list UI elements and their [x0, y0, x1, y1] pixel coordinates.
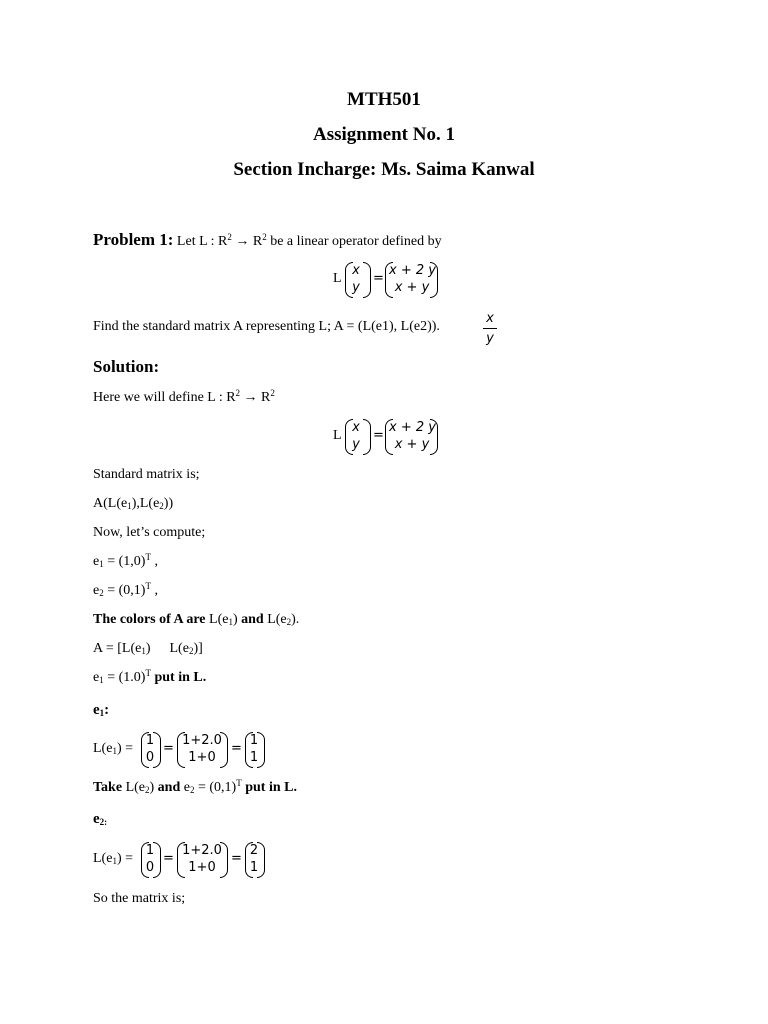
- take-e2-line: Take $L(e_2)$ and $e_2 = (0,1)^T$ put in L.: [93, 778, 297, 795]
- a-equals: $A = [L(e_1)$ $L(e_2)$]: [93, 641, 203, 656]
- map-equation-repeat: L x y = x + 2 y x + y: [333, 419, 443, 455]
- problem-label: Problem 1:: [93, 230, 174, 249]
- e1-definition: $e_1 = (1,0)^T$ ,: [93, 552, 158, 569]
- assignment-title: Assignment No. 1: [313, 124, 455, 145]
- problem-statement: Problem 1: Let L : $R^2 \to R^2$ be a linear operator defined by: [93, 230, 442, 249]
- standard-matrix-text: Standard matrix is;: [93, 467, 200, 482]
- solution-heading: Solution:: [93, 357, 160, 376]
- e1-calculation: $L(e_1)$ = 1 0 = 1+2.0 1+0 = 1 1: [93, 732, 273, 768]
- e1-put-in-l: $e_1 = (1.0)^T$ put in L.: [93, 668, 207, 685]
- e2-heading: $e_{2:}$: [93, 811, 108, 827]
- course-code: MTH501: [347, 89, 421, 110]
- e2-calculation: $L(e_1)$ = 1 0 = 1+2.0 1+0 = 2 1: [93, 842, 273, 878]
- compute-text: Now, let’s compute;: [93, 525, 206, 540]
- so-the-matrix-text: So the matrix is;: [93, 891, 186, 906]
- find-matrix-text: Find the standard matrix A representing L; A = (L(e1), L(e2)).: [93, 319, 440, 334]
- fraction-x-over-y: x y: [482, 311, 498, 346]
- colors-of-a: The colors of A are $L(e_1)$ and $L(e_2)$.: [93, 612, 300, 627]
- a-definition: $A(L(e_1),L(e_2))$: [93, 496, 174, 511]
- e2-definition: $e_2 = (0,1)^T$ ,: [93, 581, 158, 598]
- define-line: Here we will define L : $R^2 \to R^2$: [93, 388, 275, 405]
- map-equation: L x y = x + 2 y x + y: [333, 262, 443, 298]
- e1-heading: $e_1$:: [93, 702, 110, 718]
- section-incharge: Section Incharge: Ms. Saima Kanwal: [233, 159, 535, 180]
